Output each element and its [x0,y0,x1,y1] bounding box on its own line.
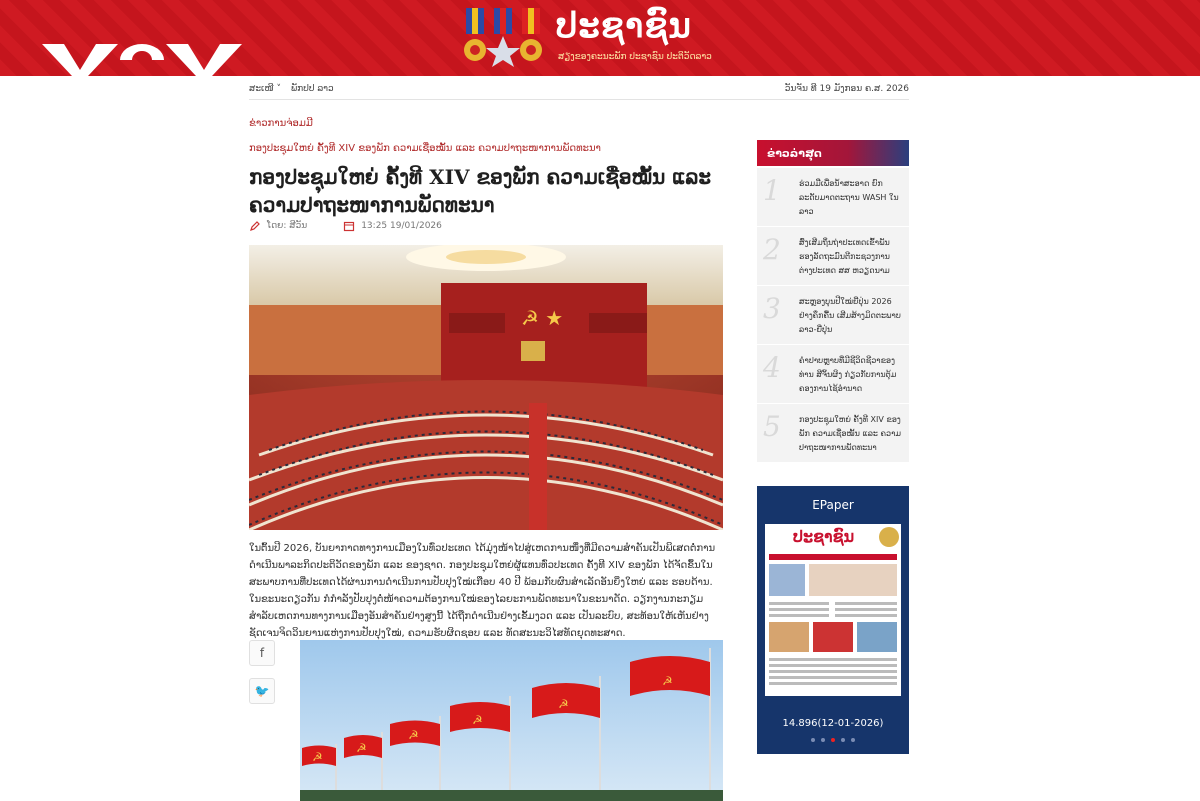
flags-image [300,640,723,801]
svg-text:☭: ☭ [662,674,673,688]
nav-item-party[interactable]: ພັກປປ ລາວ [291,84,334,94]
carousel-dot[interactable] [841,738,845,742]
item-number: 5 [763,410,781,443]
article-datetime: 13:25 19/01/2026 [361,221,442,231]
epaper-issue[interactable]: 14.896(12-01-2026) [782,718,884,729]
nav-item-label: ສະເໜີ [249,84,274,94]
brand-name[interactable]: ປະຊາຊົນ [556,6,692,46]
item-title[interactable]: ສະຫຼອງບຸນປີໃໝ່ຍີ່ປຸ່ນ 2026 ຢ່າງຄຶກຄື້ນ ເສີມສ້າງມິດຕະພາບລາວ-ຍີ່ປຸ່ນ [799,297,901,334]
article-meta [249,220,442,232]
medals-emblem [462,6,544,68]
nav-item-propose[interactable] [249,84,281,94]
article-author: ໂດຍ: ສີວັນ [267,221,308,231]
item-number: 2 [763,233,781,266]
top-nav [249,76,909,100]
carousel-dots [757,738,909,742]
carousel-dot-active[interactable] [831,738,835,742]
item-number: 1 [763,174,781,207]
pen-icon [249,220,261,232]
twitter-icon: 🐦 [254,684,270,698]
share-twitter-button[interactable] [249,678,275,704]
vov-logo[interactable] [42,40,242,76]
carousel-dot[interactable] [821,738,825,742]
epaper-thumbnail[interactable] [765,524,901,696]
brand-tagline: ສຽງຂອງຄະນະພັກ ປະຊາຊົນ ປະຕິວັດລາວ [558,52,712,62]
calendar-icon [343,220,355,232]
hero-image-congress-hall [249,245,723,530]
epaper-title: EPaper [812,498,854,512]
current-date: ວັນຈັນ ທີ 19 ມັງກອນ ຄ.ສ. 2026 [784,84,909,94]
carousel-dot[interactable] [851,738,855,742]
item-number: 4 [763,351,781,384]
svg-text:ປະຊາຊົນ: ປະຊາຊົນ [793,527,855,546]
svg-text:☭: ☭ [408,728,419,742]
latest-news-list [757,168,909,463]
item-title[interactable]: ຄຳປາບຫຼາບທີ່ມີຊີວິດຊີວາຂອງທ່ານ ສີຈິ້ນຜິງ ກ່ຽວກັບການຕຸ້ມຄອງການໄຊ້ອຳນາດ [799,356,897,393]
list-item[interactable] [757,286,909,344]
item-number: 3 [763,292,781,325]
share-facebook-button[interactable] [249,640,275,666]
svg-text:☭: ☭ [312,750,323,764]
article-kicker: ກອງປະຊຸມໃຫຍ່ ຄັ້ງທີ XIV ຂອງພັກ ຄວາມເຊື່ອໝັ້ນ ແລະ ຄວາມປາຖະໜາການພັດທະນາ [249,143,601,154]
article-body: ໃນຕົ້ນປີ 2026, ບັນຍາກາດທາງການເມືອງໃນທົ່ວປະເທດ ໄດ້ມຸ່ງໜ້າໄປສູ່ເຫດການໜຶ່ງທີ່ມີຄວາມສຳຄັນເປັນພິເສດຕໍ່ການດຳເນີນພາລະກິດປະຕິວັດຂອງພັກ ແລະ ຂອງຊາດ. ກອງປະຊຸມໃຫຍ່ຜູ້ແທນທົ່ວປະເທດ ຄັ້ງທີ XIV ຂອງພັກ ໄດ້ຈັດຂຶ້ນໃນສະພາບການທີ່ປະເທດໄດ້ຜ່ານການດຳເນີນການປັບປຸງໃໝ່ເກືອບ 40 ປີ ພ້ອມກັບຜົນສຳເລັດອັນຍິ່ງໃຫຍ່ ແລະ ຮອບດ້ານ. ໃນຂະນະດຽວກັນ ກໍກຳລັງປັບປຸງຕໍ່ໜ້າຄວາມຕ້ອງການໃໝ່ຂອງໄລຍະການພັດທະນາໃນຂະນາດັດ. ວຽກງານກະກຽມສຳລັບເຫດການທາງການເມືອງອັນສຳຄັນຢ່າງສູງນີ້ ໄດ້ຖືກດຳເນີນຢ່າງເຂັ້ມງວດ ແລະ ເປັນລະບົບ, ສະທ້ອນໃຫ້ເຫັນຢ່າງຊັດເຈນຈິດວິນຍານແຫ່ງການປັບປຸງໃໝ່, ຄວາມຮັບຜິດຊອບ ແລະ ທັດສະນະວິໄສທັດຍຸດທະສາດ. [249,543,716,639]
svg-text:☭: ☭ [472,713,483,727]
chevron-down-icon: ˅ [276,84,282,94]
article-title: ກອງປະຊຸມໃຫຍ່ ຄັ້ງທີ XIV ຂອງພັກ ຄວາມເຊື່ອໝັ້ນ ແລະ ຄວາມປາຖະໜາການພັດທະນາ [249,165,712,217]
epaper-widget [757,486,909,754]
list-item[interactable] [757,227,909,285]
item-title[interactable]: ສົ່ງເສີມຖິ່ນຖ່າປະເທດເຂົ້າພັນຮອງລັດຖະມົນຕີກະຊວງການຕ່າງປະເທດ ສສ ຫວຽດນາມ [799,238,890,275]
masthead [0,0,1200,76]
list-item[interactable] [757,404,909,462]
svg-text:☭: ☭ [558,697,569,711]
facebook-icon: f [259,646,265,660]
item-title[interactable]: ກອງປະຊຸມໃຫຍ່ ຄັ້ງທີ XIV ຂອງພັກ ຄວາມເຊື່ອໝັ້ນ ແລະ ຄວາມປາຖະໜາການພັດທະນາ [799,415,901,452]
svg-text:☭: ☭ [356,741,367,755]
breadcrumb-category[interactable]: ຂ່າວການຈ່ອມມີ [249,118,313,129]
item-title[interactable]: ຮ່ວມມືເພື່ອນ້ຳສະອາດ ຍົກລະດັບມາດຕະຖານ WASH ໃນລາວ [799,179,899,216]
list-item[interactable] [757,168,909,226]
list-item[interactable] [757,345,909,403]
latest-news-heading: ຂ່າວລ່າສຸດ [757,140,909,166]
carousel-dot[interactable] [811,738,815,742]
svg-text:☭ ★: ☭ ★ [521,306,564,330]
